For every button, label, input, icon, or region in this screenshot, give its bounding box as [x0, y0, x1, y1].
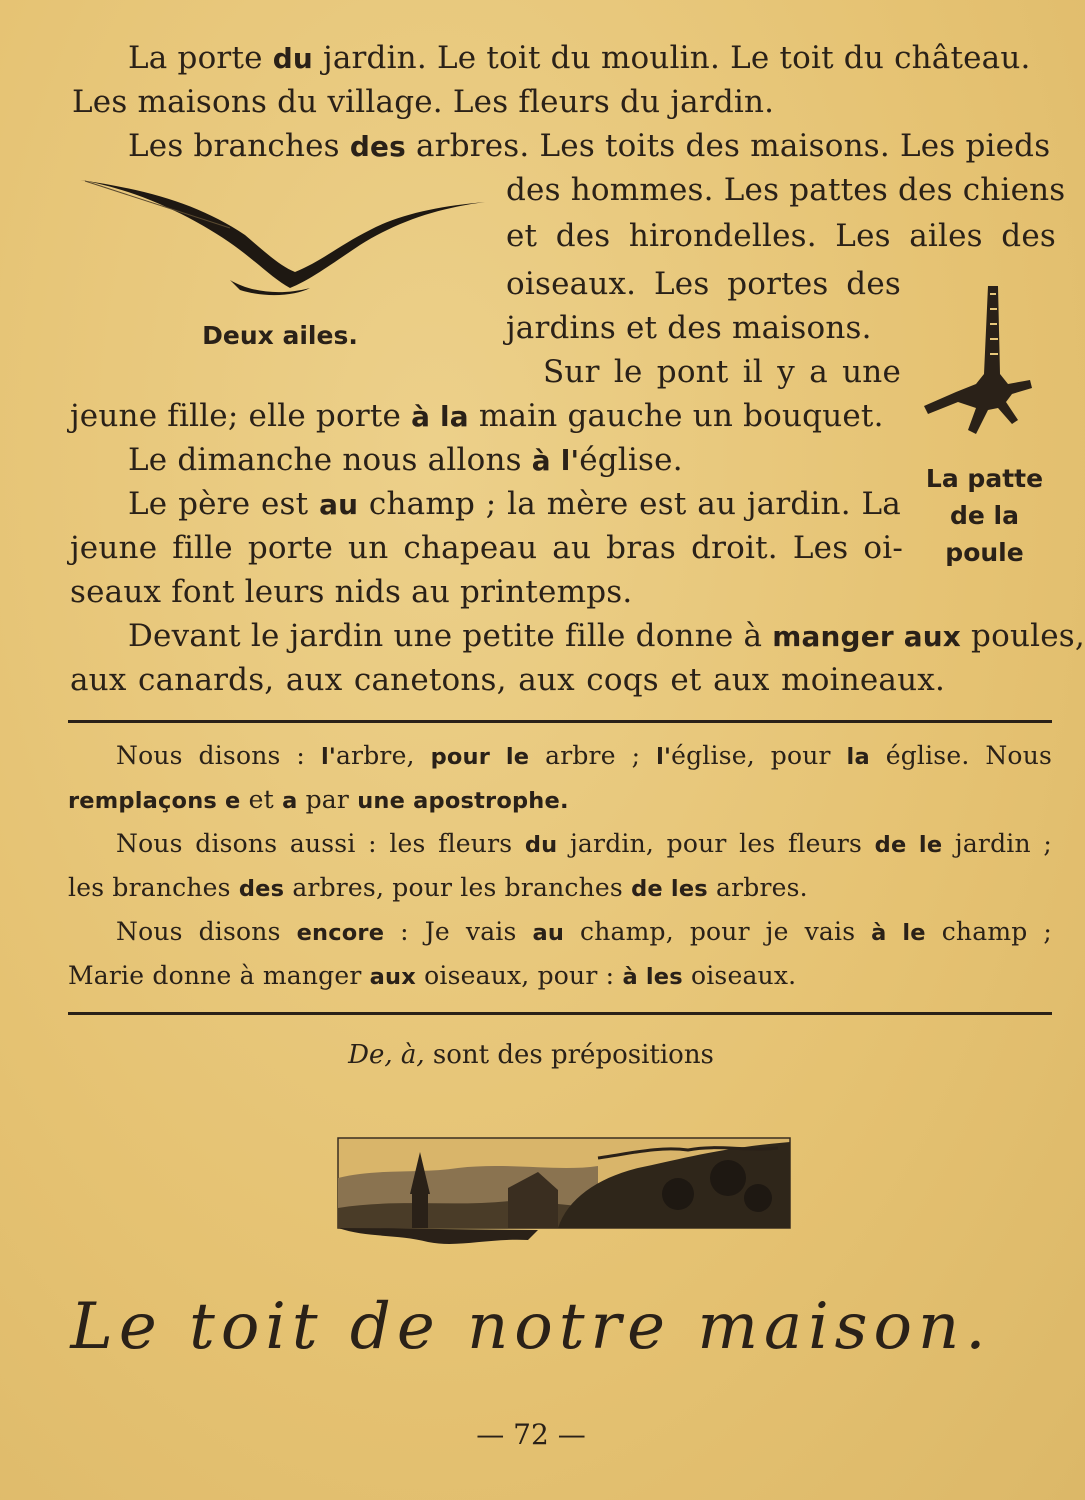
paw-caption — [912, 460, 1057, 571]
divider-top — [68, 720, 1052, 723]
bird-wings-illustration — [80, 170, 490, 300]
reading-line-15: aux canards, aux canetons, aux coqs et aux moineaux. — [70, 662, 945, 698]
reading-line-12: jeune fille porte un chapeau au bras droit. Les oi- — [70, 530, 903, 566]
reading-line-6: oiseaux. Les portes des — [506, 266, 901, 302]
prepositions-note: De, à, sont des prépositions — [348, 1040, 714, 1070]
rule-line-6: Marie donne à manger aux oiseaux, pour : à les oiseaux. — [68, 961, 797, 990]
script-title: Le toit de notre maison. — [70, 1290, 992, 1364]
reading-line-5: et des hirondelles. Les ailes des — [506, 218, 1056, 254]
rule-line-4: les branches des arbres, pour les branches de les arbres. — [68, 873, 808, 902]
reading-line-2: Les maisons du village. Les fleurs du jardin. — [72, 84, 775, 120]
page-number: — 72 — — [476, 1418, 586, 1451]
village-engraving-illustration — [338, 1138, 790, 1250]
rule-line-5: Nous disons encore : Je vais au champ, pour je vais à le champ ; — [116, 917, 1052, 946]
reading-line-13: seaux font leurs nids au printemps. — [70, 574, 633, 610]
reading-line-9: jeune fille; elle porte à la main gauche un bouquet. — [70, 398, 884, 434]
paw-caption-line-3: poule — [945, 538, 1024, 567]
hen-foot-illustration — [918, 284, 1038, 444]
paw-caption-line-1: La patte — [925, 464, 1044, 493]
rule-line-1: Nous disons : l'arbre, pour le arbre ; l'église, pour la église. Nous — [116, 741, 1053, 770]
reading-line-1: La porte du jardin. Le toit du moulin. Le toit du château. — [128, 40, 1031, 76]
reading-line-14: Devant le jardin une petite fille donne à manger aux poules, — [128, 618, 1085, 654]
divider-bottom — [68, 1012, 1052, 1015]
rule-line-3: Nous disons aussi : les fleurs du jardin, pour les fleurs de le jardin ; — [116, 829, 1052, 858]
rule-line-2: remplaçons e et a par une apostrophe. — [68, 785, 569, 814]
paw-caption-line-2: de la — [950, 501, 1019, 530]
reading-line-7: jardins et des maisons. — [506, 310, 872, 346]
reading-line-8: Sur le pont il y a une — [543, 354, 901, 390]
reading-line-11: Le père est au champ ; la mère est au jardin. La — [128, 486, 901, 522]
reading-line-4: des hommes. Les pattes des chiens — [506, 172, 1066, 208]
reading-line-3: Les branches des arbres. Les toits des maisons. Les pieds — [128, 128, 1051, 164]
reading-line-10: Le dimanche nous allons à l'église. — [128, 442, 683, 478]
wings-caption: Deux ailes. — [202, 321, 358, 350]
